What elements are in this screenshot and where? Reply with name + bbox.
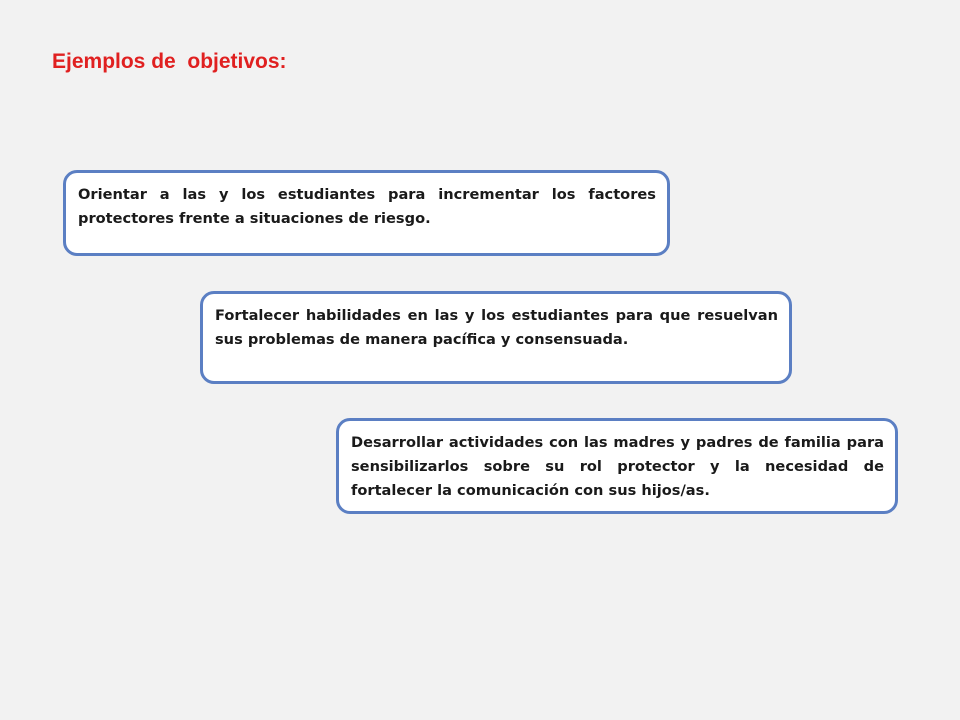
- objective-text-2: Fortalecer habilidades en las y los estudiantes para que resuelvan sus problemas de manera pacífica y consensuada.: [215, 307, 778, 348]
- objective-text-1: Orientar a las y los estudiantes para incrementar los factores protectores frente a situaciones de riesgo.: [78, 186, 656, 227]
- objective-box-2: [200, 291, 792, 384]
- objective-text-3: Desarrollar actividades con las madres y padres de familia para sensibilizarlos sobre su rol protector y la necesidad de fortalecer la comunicación con sus hijos/as.: [351, 434, 884, 499]
- objective-box-3: [336, 418, 898, 514]
- objective-box-1: [63, 170, 670, 256]
- slide-title: Ejemplos de objetivos:: [52, 50, 287, 73]
